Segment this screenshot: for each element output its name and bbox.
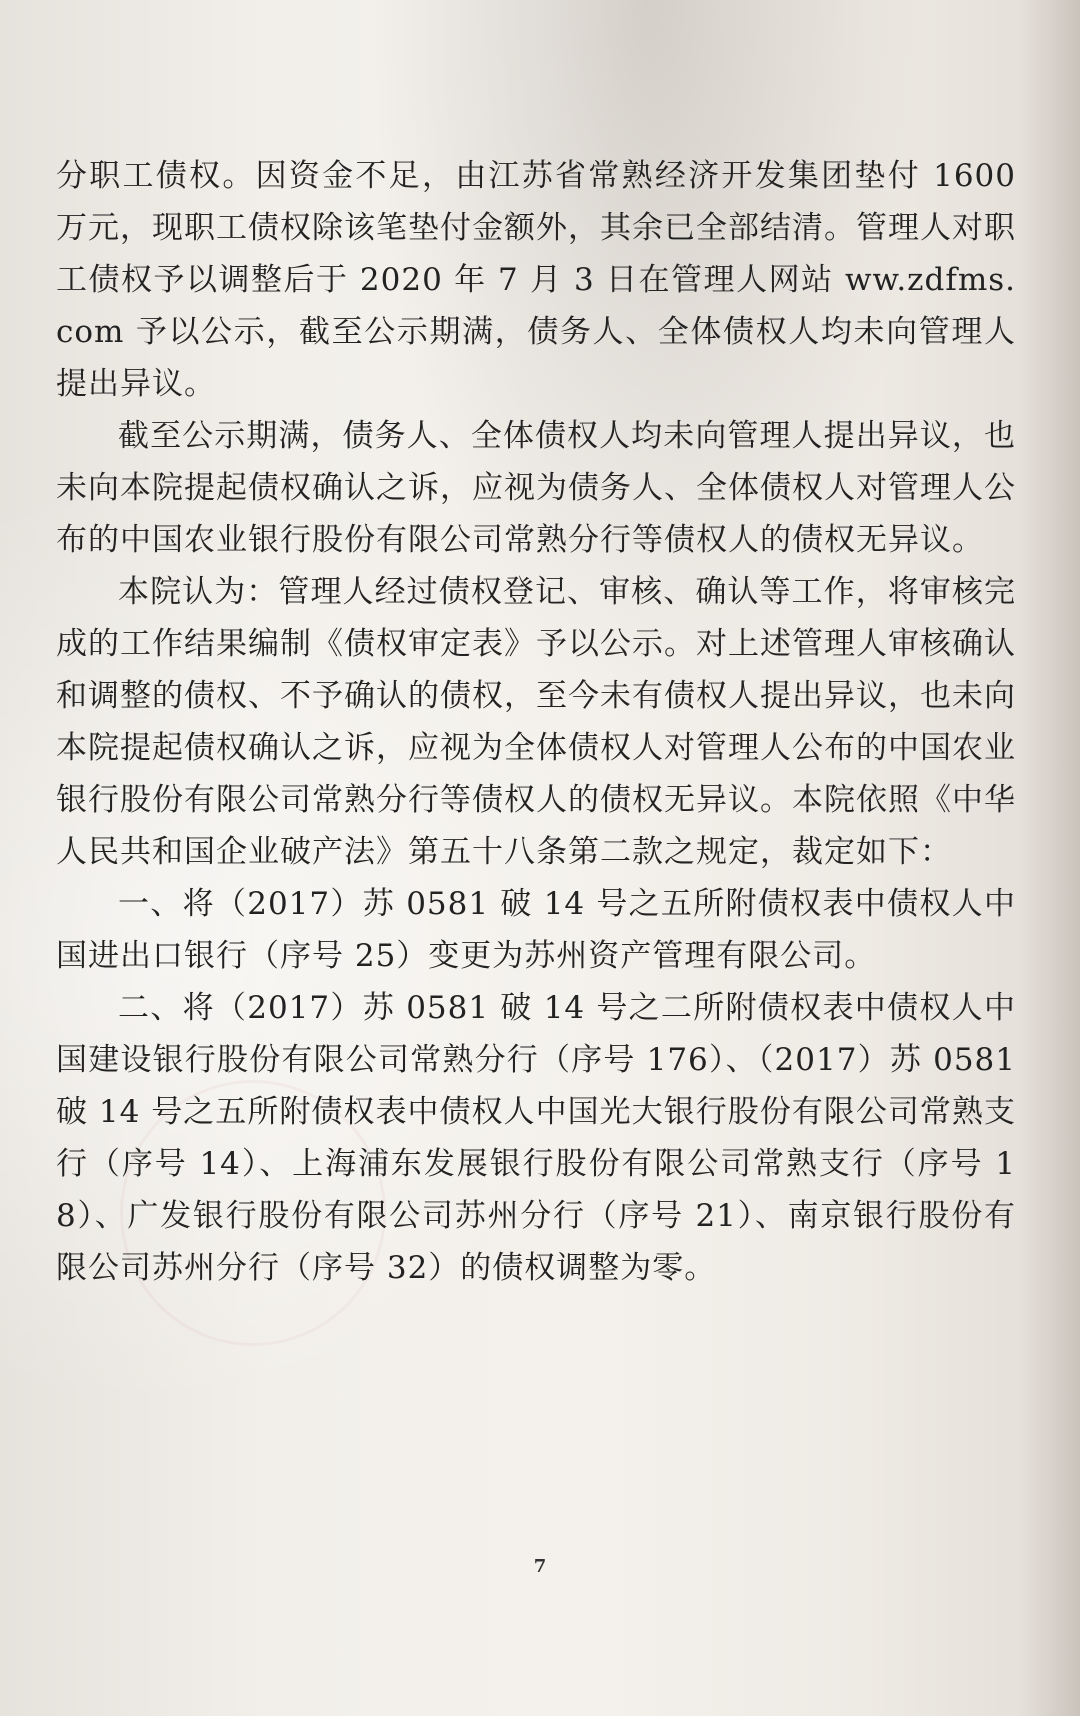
paragraph-employee-claims: 分职工债权。因资金不足，由江苏省常熟经济开发集团垫付 1600 万元，现职工债权除该笔垫付金额外，其余已全部结清。管理人对职工债权予以调整后于 2020 年 7 月 3 日在管理人网站 ww.zdfms.com 予以公示，截至公示期满，债务人、全体债权人均未向管理人提出异议。 <box>56 158 1016 402</box>
paragraph-court-opinion: 本院认为：管理人经过债权登记、审核、确认等工作，将审核完成的工作结果编制《债权审定表》予以公示。对上述管理人审核确认和调整的债权、不予确认的债权，至今未有债权人提出异议，也未向本院提起债权确认之诉，应视为全体债权人对管理人公布的中国农业银行股份有限公司常熟分行等债权人的债权无异议。本院依照《中华人民共和国企业破产法》第五十八条第二款之规定，裁定如下： <box>56 574 1016 870</box>
paragraph-publicity-no-objection: 截至公示期满，债务人、全体债权人均未向管理人提出异议，也未向本院提起债权确认之诉，应视为债务人、全体债权人对管理人公布的中国农业银行股份有限公司常熟分行等债权人的债权无异议。 <box>56 418 1016 558</box>
document-body <box>56 150 1016 1294</box>
page-number: 7 <box>533 1556 547 1577</box>
paragraph-ruling-item-1: 一、将（2017）苏 0581 破 14 号之五所附债权表中债权人中国进出口银行（序号 25）变更为苏州资产管理有限公司。 <box>56 886 1016 974</box>
paragraph-ruling-item-2: 二、将（2017）苏 0581 破 14 号之二所附债权表中债权人中国建设银行股份有限公司常熟分行（序号 176）、（2017）苏 0581 破 14 号之五所附债权表中债权人中国光大银行股份有限公司常熟支行（序号 14）、上海浦东发展银行股份有限公司常熟支行（序号 18）、广发银行股份有限公司苏州分行（序号 21）、南京银行股份有限公司苏州分行（序号 32）的债权调整为零。 <box>56 990 1016 1286</box>
